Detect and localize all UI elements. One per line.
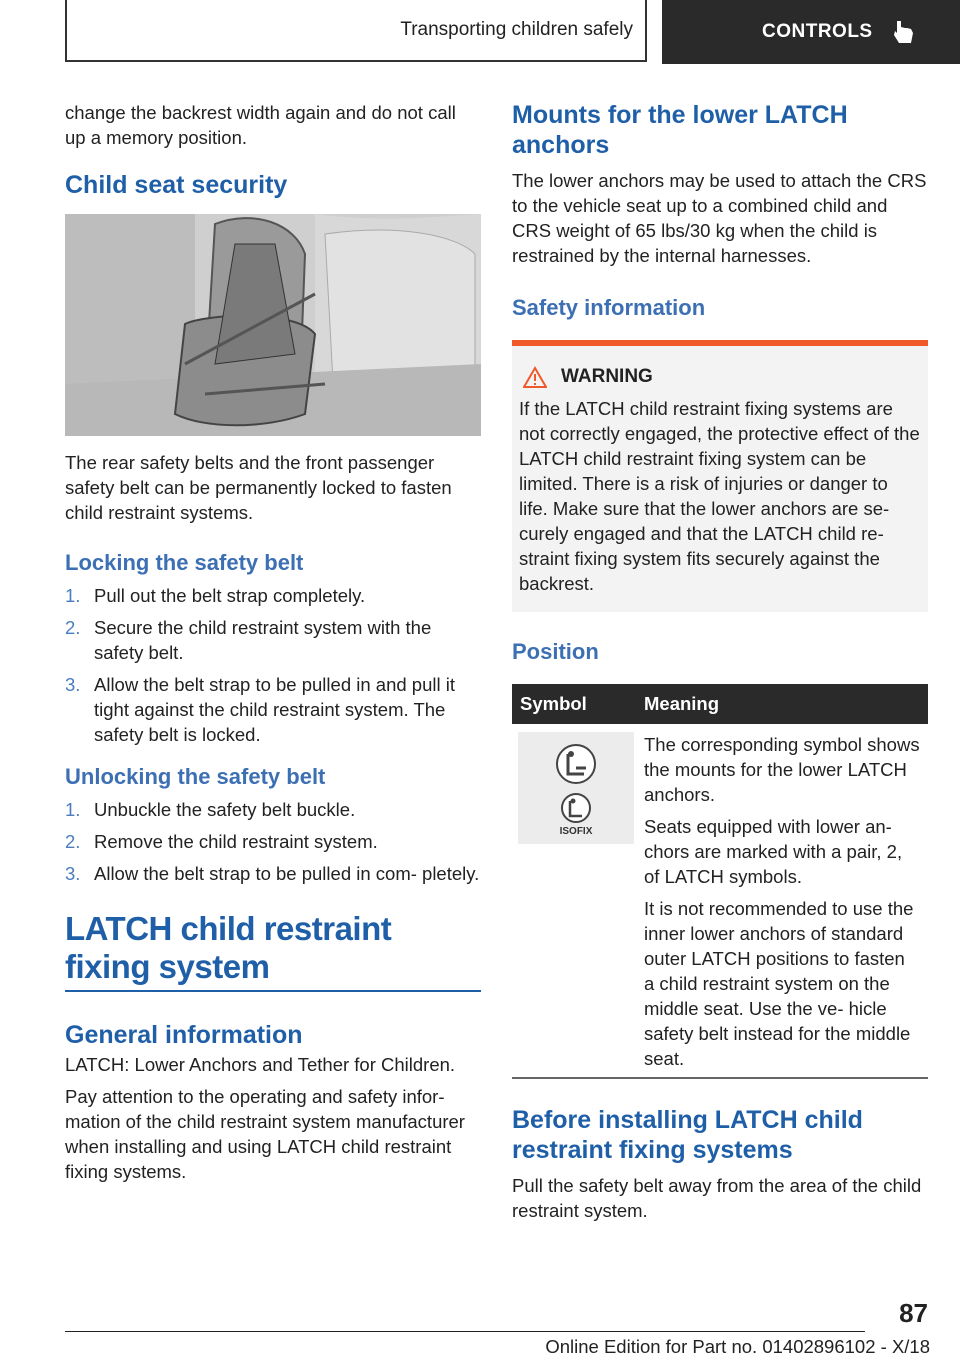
edition-text: Online Edition for Part no. 01402896102 - X/18 (545, 1336, 930, 1357)
warning-box (512, 340, 928, 612)
right-column (512, 100, 928, 1230)
list-item: 3. Allow the belt strap to be pulled in and pull it tight against the child restraint system. The safety belt is locked. (65, 674, 455, 745)
intro-text: change the backrest width again and do not call up a memory position. (65, 102, 456, 148)
column-header-symbol: Symbol (512, 684, 636, 724)
running-header (65, 0, 647, 62)
chapter-tab (662, 0, 960, 64)
table-row (512, 724, 928, 1078)
column-header-meaning: Meaning (636, 684, 928, 724)
position-table (512, 684, 928, 1079)
mounts-text: The lower anchors may be used to attach the CRS to the vehicle seat up to a combined child and CRS weight of 65 lbs/30 kg when the child is restrained by the internal harnesses. (512, 170, 927, 266)
hand-pointer-icon (893, 19, 915, 45)
locking-steps (65, 583, 481, 747)
list-item: 2. Remove the child restraint system. (65, 831, 378, 852)
list-item: 2. Secure the child restraint system with the safety belt. (65, 617, 432, 663)
list-item: 3. Allow the belt strap to be pulled in com‐ pletely. (65, 863, 480, 884)
chapter-title: CONTROLS (762, 21, 873, 42)
list-item: 1. Pull out the belt strap completely. (65, 585, 366, 606)
before-heading: Before installing LATCH child restraint fixing systems (512, 1106, 863, 1164)
photo-caption: The rear safety belts and the front passenger safety belt can be permanently locked to fasten child restraint systems. (65, 452, 452, 523)
meaning-cell (636, 724, 928, 1078)
general-heading: General information (65, 1021, 303, 1049)
child-seat-photo (65, 214, 481, 436)
meaning-text-1: The corresponding symbol shows the mounts for the lower LATCH anchors. (644, 734, 920, 805)
general-text-2: Pay attention to the operating and safety infor‐ mation of the child restraint system manufacturer when installing and using LATCH child restraint fixing systems. (65, 1086, 465, 1182)
warning-triangle-icon (523, 366, 547, 388)
warning-title-row (519, 366, 920, 388)
isofix-label: ISOFIX (559, 826, 593, 837)
mounts-heading: Mounts for the lower LATCH anchors (512, 101, 848, 159)
safety-heading: Safety information (512, 295, 706, 320)
child-seat-heading: Child seat security (65, 171, 288, 199)
general-text-1: LATCH: Lower Anchors and Tether for Children. (65, 1054, 456, 1075)
symbol-cell (512, 724, 636, 1078)
latch-heading-block (65, 910, 481, 992)
position-heading: Position (512, 639, 599, 664)
latch-heading: LATCH child restraint fixing system (65, 910, 392, 985)
before-text: Pull the safety belt away from the area of the child restraint system. (512, 1175, 922, 1221)
page-number: 87 (899, 1298, 928, 1328)
meaning-text-2: Seats equipped with lower an‐ chors are marked with a pair, 2, of LATCH symbols. (644, 816, 903, 887)
list-item: 1. Unbuckle the safety belt buckle. (65, 799, 356, 820)
meaning-text-3: It is not recommended to use the inner lower anchors of standard outer LATCH positions to fasten a child restraint system on the middle seat. Use the ve‐ hicle safety belt instead for the middle seat. (644, 898, 914, 1069)
locking-heading: Locking the safety belt (65, 550, 304, 575)
footer-divider (65, 1331, 865, 1332)
warning-title: WARNING (561, 366, 653, 387)
isofix-symbol (518, 732, 634, 844)
unlocking-heading: Unlocking the safety belt (65, 764, 326, 789)
left-column (65, 100, 481, 1191)
warning-text: If the LATCH child restraint fixing systems are not correctly engaged, the protective effect of the LATCH child restraint fixing system can be limited. There is a risk of injuries or danger to life. Make sure that the lower anchors are se‐ curely engaged and that the LATCH child re‐ straint fixing system fits securely against the backrest. (519, 398, 920, 594)
section-title: Transporting children safely (400, 19, 633, 40)
unlocking-steps (65, 797, 481, 886)
